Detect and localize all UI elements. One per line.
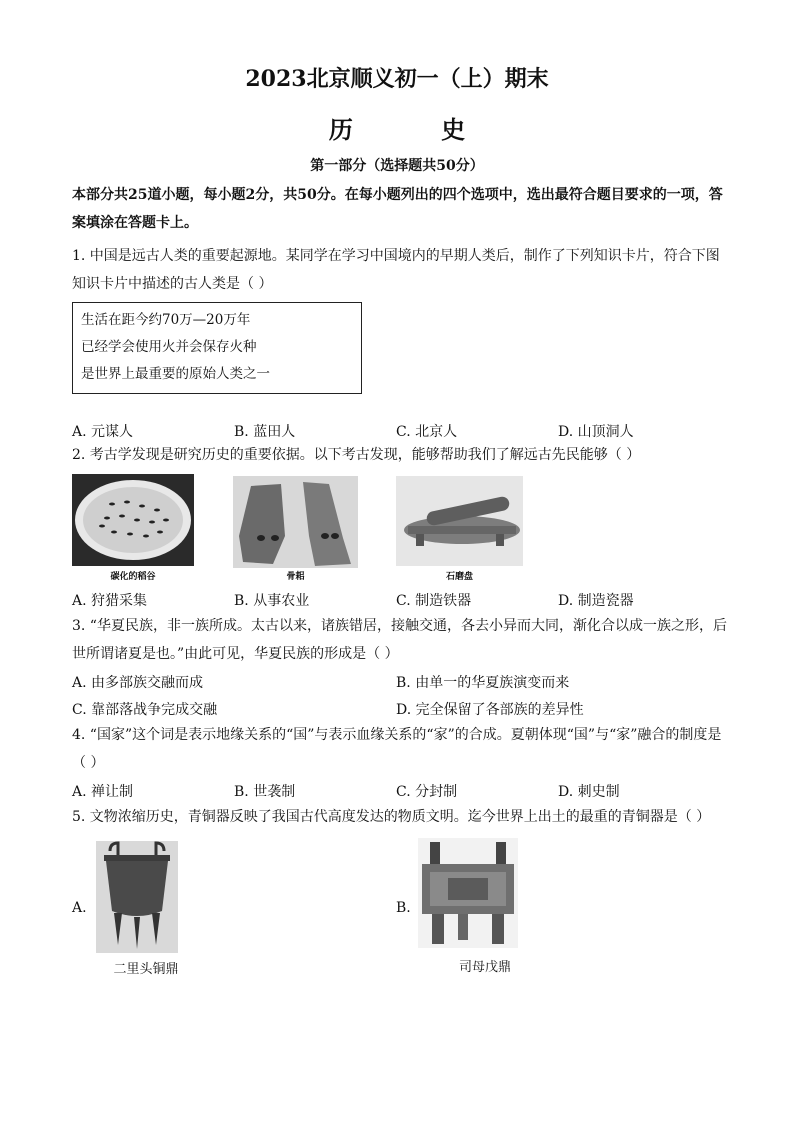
bone-spade-image [233,476,358,568]
option-b: B. 蓝田人 [234,424,296,440]
simuwu-ding-image [418,838,518,948]
question-2-stem: 2. 考古学发现是研究历史的重要依据。以下考古发现，能够帮助我们了解远古先民能够（ ） [72,447,641,463]
bone-spade-caption: 骨耜 [286,572,305,582]
option-b: B. 从事农业 [234,593,310,609]
grinding-stone-caption: 石磨盘 [445,572,473,582]
question-3-stem: 3. “华夏民族，非一族所成。太古以来，诸族错居，接触交通，各去小异而大同，渐化合以成一族之形，后世所谓诸夏是也。”由此可见，华夏民族的形成是（ ） [72,618,727,662]
card-line: 是世界上最重要的原始人类之一 [81,366,270,382]
option-c: C. 分封制 [396,784,458,800]
option-b: B. 由单一的华夏族演变而来 [396,675,570,691]
option-c: C. 靠部落战争完成交融 [72,702,218,718]
option-b: B. 世袭制 [234,784,296,800]
option-c: C. 北京人 [396,424,458,440]
option-a: A. 由多部族交融而成 [72,675,204,691]
question-5-stem: 5. 文物浓缩历史，青铜器反映了我国古代高度发达的物质文明。迄今世界上出土的最重的青铜器是（ ） [72,809,711,825]
part-heading: 第一部分（选择题共50分） [310,158,484,174]
erlitou-ding-image [96,841,178,953]
option-d: D. 山顶洞人 [558,424,634,440]
option-a: A. 禅让制 [72,784,134,800]
question-1-stem: 1. 中国是远古人类的重要起源地。某同学在学习中国境内的早期人类后，制作了下列知识卡片，符合下图知识卡片中描述的古人类是（ ） [72,248,720,292]
erlitou-ding-caption: 二里头铜鼎 [113,962,179,977]
option-d: D. 制造瓷器 [558,593,634,609]
question-4-stem: 4. “国家”这个词是表示地缘关系的“国”与表示血缘关系的“家”的合成。夏朝体现“国”与“家”融合的制度是（ ） [72,727,722,771]
option-a: A. 元谋人 [72,424,134,440]
option-d: D. 完全保留了各部族的差异性 [396,702,584,718]
carbonized-rice-image [72,474,194,566]
simuwu-ding-caption: 司母戊鼎 [458,960,511,975]
rice-caption: 碳化的稻谷 [110,572,156,582]
knowledge-card [72,302,362,394]
option-c: C. 制造铁器 [396,593,472,609]
exam-title: 2023北京顺义初一（上）期末 [245,66,549,92]
grinding-stone-image [396,476,523,566]
subject-title: 历 史 [328,115,506,144]
option-d: D. 刺史制 [558,784,620,800]
option-a-label: A. [72,900,87,916]
part-instructions: 本部分共25道小题，每小题2分，共50分。在每小题列出的四个选项中，选出最符合题目要求的一项，答案填涂在答题卡上。 [72,187,723,231]
card-line: 生活在距今约70万—20万年 [81,312,251,328]
option-a: A. 狩猎采集 [72,593,148,609]
card-line: 已经学会使用火并会保存火种 [81,339,257,355]
option-b-label: B. [396,900,411,916]
